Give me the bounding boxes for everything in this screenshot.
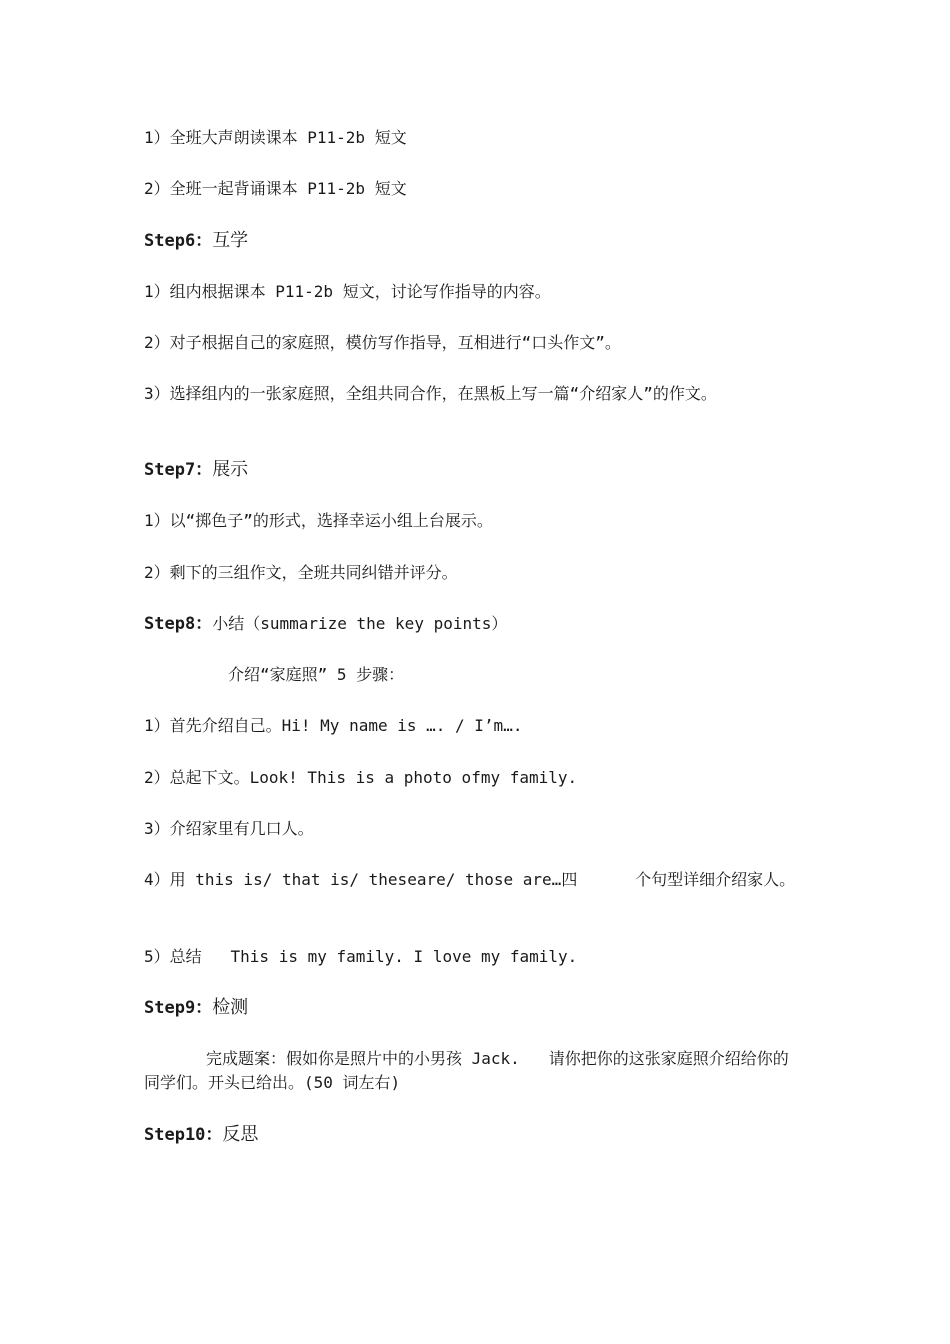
step7-title: 展示	[212, 459, 249, 480]
step9-title: 检测	[212, 997, 249, 1018]
step8-label: Step8：	[144, 614, 213, 634]
step6-heading	[144, 229, 809, 253]
step6-item-2: 2）对子根据自己的家庭照，模仿写作指导，互相进行“口头作文”。	[144, 333, 621, 352]
step8-title: 小结（summarize the key points）	[212, 614, 508, 633]
step6-title: 互学	[212, 230, 249, 251]
step8-heading	[144, 612, 809, 636]
step8-item-3: 3）介绍家里有几口人。	[144, 819, 314, 838]
step8-item-5: 5）总结 This is my family. I love my family.	[144, 947, 578, 966]
step6-item-1: 1）组内根据课本 P11-2b 短文，讨论写作指导的内容。	[144, 282, 551, 301]
step7-label: Step7：	[144, 460, 213, 480]
step10-label: Step10：	[144, 1125, 223, 1145]
step10-title: 反思	[222, 1124, 259, 1145]
step6-label: Step6：	[144, 231, 213, 251]
step7-heading	[144, 458, 809, 482]
step8-item-2: 2）总起下文。Look! This is a photo ofmy family.	[144, 768, 578, 787]
step7-item-2: 2）剩下的三组作文，全班共同纠错并评分。	[144, 563, 458, 582]
step9-item-1: 完成题案：假如你是照片中的小男孩 Jack. 请你把你的这张家庭照介绍给你的同学们。开头已给出。(50 词左右)	[144, 1049, 789, 1092]
step6-item-3: 3）选择组内的一张家庭照，全组共同合作，在黑板上写一篇“介绍家人”的作文。	[144, 384, 717, 403]
step8-item-4: 4）用 this is/ that is/ theseare/ those are…四 个句型详细介绍家人。	[144, 870, 796, 889]
step8-item-1: 1）首先介绍自己。Hi! My name is …. / I’m….	[144, 716, 523, 735]
step9-heading	[144, 996, 809, 1020]
step5-item-2: 2）全班一起背诵课本 P11-2b 短文	[144, 179, 407, 198]
step7-item-1: 1）以“掷色子”的形式，选择幸运小组上台展示。	[144, 511, 493, 530]
step9-label: Step9：	[144, 998, 213, 1018]
step8-intro: 介绍“家庭照” 5 步骤：	[228, 665, 405, 684]
step5-item-1: 1）全班大声朗读课本 P11-2b 短文	[144, 128, 407, 147]
step10-heading	[144, 1123, 809, 1147]
